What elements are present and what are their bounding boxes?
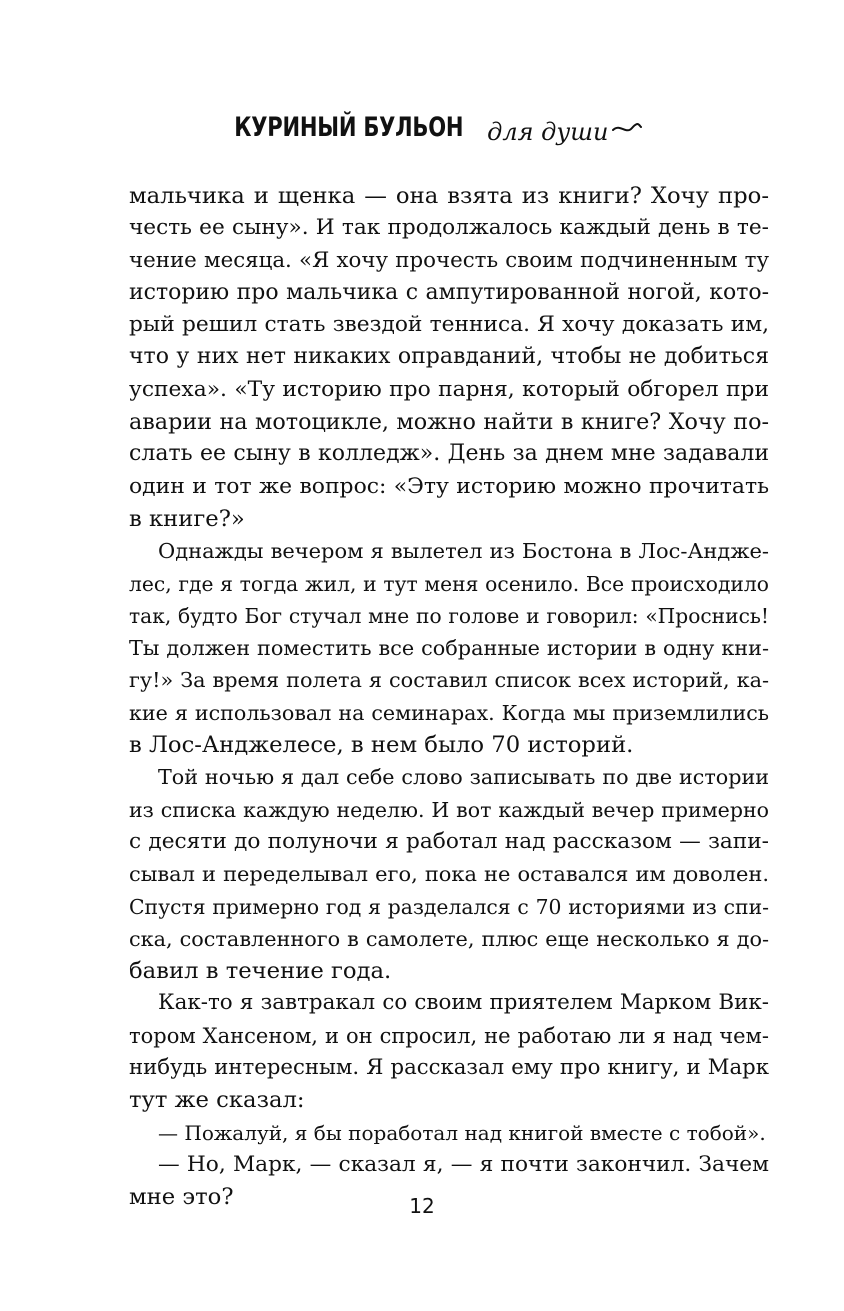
text-line: честь ее сыну». И так продолжалось каждый день в те- — [129, 215, 769, 241]
text-line: ска, составленного в самолете, плюс еще несколько я до- — [129, 926, 769, 951]
text-line: Как-то я завтракал со своим приятелем Марком Вик- — [158, 990, 769, 1016]
text-line: гу!» За время полета я составил список всех историй, ка- — [129, 668, 769, 693]
text-line: нибудь интересным. Я рассказал ему про книгу, и Марк — [129, 1055, 769, 1081]
text-line: тором Хансеном, и он спросил, не работаю ли я над чем- — [129, 1023, 769, 1048]
text-line: — Пожалуй, я бы поработал над книгой вместе с тобой». — [158, 1120, 766, 1145]
text-line: в Лос-Анджелесе, в нем было 70 историй. — [129, 732, 634, 759]
paragraph — [129, 535, 769, 761]
text-line: из списка каждую неделю. И вот каждый вечер примерно — [129, 797, 769, 822]
page-number: 12 — [409, 1194, 435, 1218]
text-line: тут же сказал: — [129, 1087, 305, 1114]
text-line: с десяти до полуночи я работал над рассказом — запи- — [129, 828, 769, 854]
book-title-script: для души — [487, 117, 609, 146]
text-line: сывал и переделывал его, пока не оставался им доволен. — [129, 862, 769, 887]
text-line: аварии на мотоцикле, можно найти в книге? Хочу по- — [129, 409, 769, 436]
paragraph — [129, 761, 769, 987]
text-line: что у них нет никаких оправданий, чтобы не добиться — [129, 344, 769, 370]
text-line: Ты должен поместить все собранные истории в одну кни- — [129, 636, 769, 661]
paragraph — [129, 1117, 769, 1149]
text-line: мне это? — [129, 1184, 234, 1211]
text-line: Спустя примерно год я разделался с 70 историями из спи- — [129, 894, 769, 919]
text-line: Той ночью я дал себе слово записывать по две истории — [158, 765, 769, 790]
paragraph — [129, 987, 769, 1116]
running-header — [0, 112, 844, 146]
text-line: чение месяца. «Я хочу прочесть своим подчиненным ту — [129, 247, 769, 273]
text-line: успеха». «Ту историю про парня, который обгорел при — [129, 376, 769, 402]
text-line: так, будто Бог стучал мне по голове и говорил: «Проснись! — [129, 603, 769, 628]
text-line: лес, где я тогда жил, и тут меня осенило. Все происходило — [129, 571, 769, 596]
swash-ornament-icon — [612, 121, 642, 135]
text-line: один и тот же вопрос: «Эту историю можно прочитать — [129, 473, 769, 499]
body-text — [129, 180, 769, 1214]
text-line: кие я использовал на семинарах. Когда мы приземлились — [129, 700, 769, 725]
text-line: в книге?» — [129, 505, 245, 532]
book-title: КУРИНЫЙ БУЛЬОН — [234, 112, 464, 143]
paragraph — [129, 180, 769, 535]
text-line: историю про мальчика с ампутированной ногой, кото- — [129, 279, 769, 305]
text-line: слать ее сыну в колледж». День за днем мне задавали — [129, 441, 769, 467]
text-line: — Но, Марк, — сказал я, — я почти закончил. Зачем — [158, 1151, 769, 1177]
text-line: бавил в течение года. — [129, 958, 392, 985]
text-line: рый решил стать звездой тенниса. Я хочу доказать им, — [129, 312, 769, 338]
text-line: мальчика и щенка — она взята из книги? Хочу про- — [129, 183, 769, 209]
text-line: Однажды вечером я вылетел из Бостона в Лос-Андже- — [158, 539, 769, 564]
